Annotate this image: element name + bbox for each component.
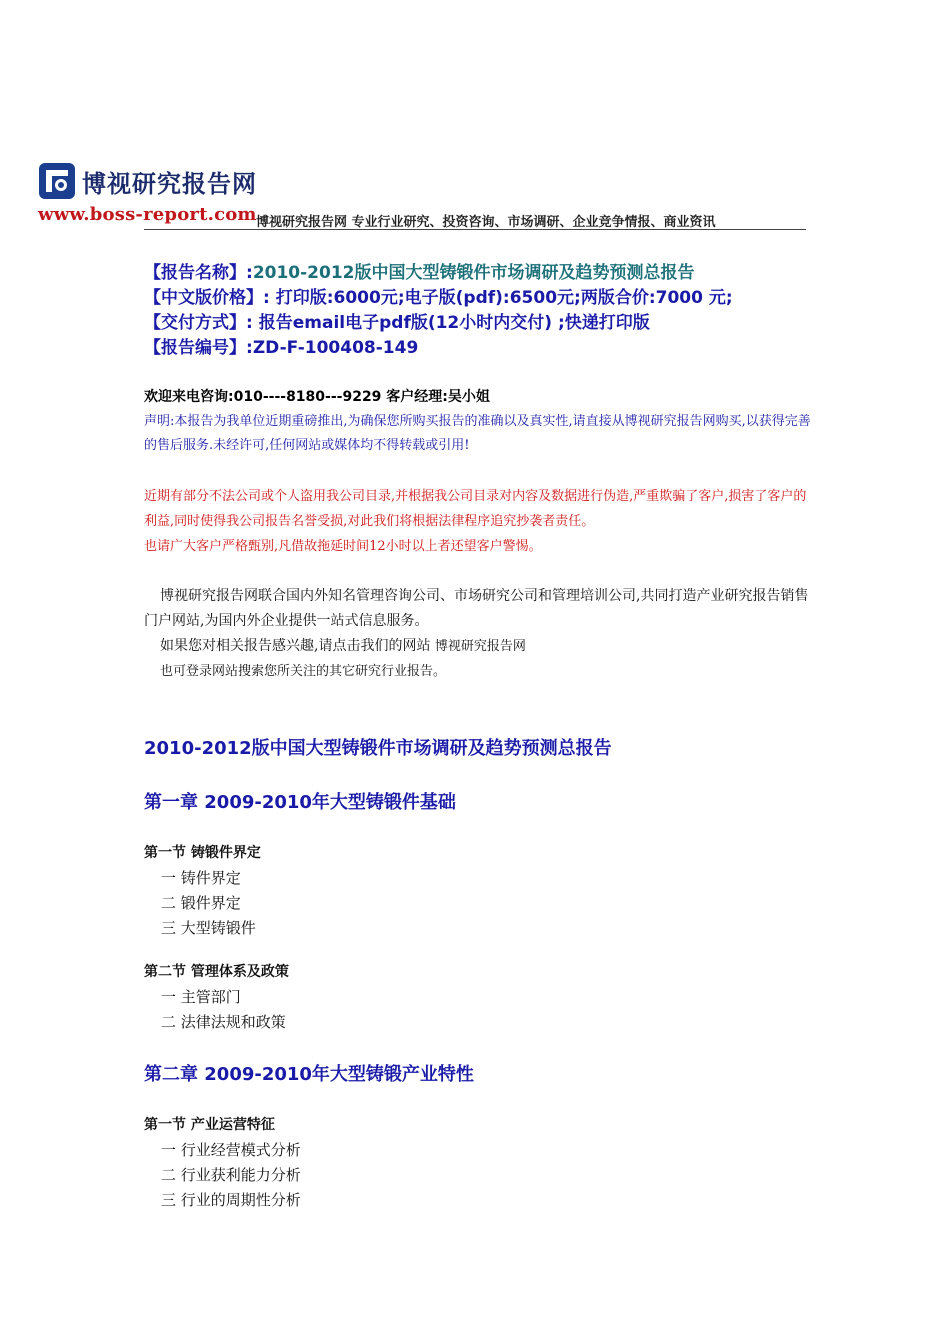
report-name-line: [144, 261, 844, 286]
section-heading: 第一节 铸锻件界定: [144, 845, 261, 861]
section-heading: 第二节 管理体系及政策: [144, 964, 289, 980]
toc-item: 一 铸件界定: [161, 869, 241, 887]
logo-name: 博视研究报告网: [82, 170, 257, 198]
site-link[interactable]: 博视研究报告网: [434, 639, 526, 654]
toc-title: 2010-2012版中国大型铸锻件市场调研及趋势预测总报告: [144, 738, 612, 759]
toc-item: 二 行业获利能力分析: [161, 1166, 301, 1184]
report-price-label: 【中文版价格】:: [144, 288, 270, 308]
toc-item: 一 主管部门: [161, 988, 241, 1006]
report-price-value: 打印版:6000元;电子版(pdf):6500元;两版合价:7000 元;: [269, 288, 733, 308]
toc-item: 二 法律法规和政策: [161, 1013, 286, 1031]
intro-block: [144, 584, 810, 684]
warning-notice: [144, 484, 812, 559]
report-delivery-line: [144, 311, 844, 336]
disclaimer-notice: 声明:本报告为我单位近期重磅推出,为确保您所购买报告的准确以及真实性,请直接从博视研究报告网购买,以获得完善的售后服务.未经许可,任何网站或媒体均不得转载或引用!: [144, 414, 811, 453]
toc-item: 一 行业经营模式分析: [161, 1141, 301, 1159]
site-logo[interactable]: [38, 160, 258, 230]
header-tagline: 博视研究报告网 专业行业研究、投资咨询、市场调研、企业竞争情报、商业资讯: [256, 215, 716, 230]
warning-paragraph: 也请广大客户严格甄别,凡借故拖延时间12小时以上者还望客户警惕。: [144, 539, 542, 554]
toc-item: 二 锻件界定: [161, 894, 241, 912]
warning-paragraph: 近期有部分不法公司或个人盗用我公司目录,并根据我公司目录对内容及数据进行伪造,严重欺骗了客户,损害了客户的利益,同时使得我公司报告名誉受损,对此我们将根据法律程序追究抄袭者责任。: [144, 489, 807, 529]
report-code-line: [144, 336, 844, 361]
report-delivery-value: 报告email电子pdf版(12小时内交付) ;快递打印版: [252, 313, 650, 333]
logo-mark-icon: [38, 162, 76, 200]
toc-item: 三 大型铸锻件: [161, 919, 256, 937]
report-delivery-label: 【交付方式】:: [144, 313, 253, 333]
header-divider: [144, 229, 806, 230]
chapter-heading: 第一章 2009-2010年大型铸锻件基础: [144, 792, 456, 813]
intro-link-text: 如果您对相关报告感兴趣,请点击我们的网站: [160, 638, 435, 654]
table-of-contents: [144, 735, 824, 1213]
intro-paragraph: 博视研究报告网联合国内外知名管理咨询公司、市场研究公司和管理培训公司,共同打造产业研究报告销售门户网站,为国内外企业提供一站式信息服务。: [144, 588, 809, 629]
logo-url[interactable]: www.boss-report.com: [38, 204, 257, 225]
report-name-value: 2010-2012版中国大型铸锻件市场调研及趋势预测总报告: [252, 263, 695, 283]
report-code-label: 【报告编号】:: [144, 338, 253, 358]
report-code-value: ZD-F-100408-149: [252, 338, 419, 358]
section-heading: 第一节 产业运营特征: [144, 1117, 275, 1133]
intro-paragraph: 也可登录网站搜索您所关注的其它研究行业报告。: [160, 664, 447, 679]
intro-link-line: [144, 634, 810, 659]
report-meta: [144, 261, 844, 361]
toc-item: 三 行业的周期性分析: [161, 1191, 301, 1209]
report-name-label: 【报告名称】:: [144, 263, 253, 283]
chapter-heading: 第二章 2009-2010年大型铸锻产业特性: [144, 1064, 474, 1085]
report-price-line: [144, 286, 844, 311]
contact-info: 欢迎来电咨询:010----8180---9229 客户经理:吴小姐: [144, 389, 490, 405]
